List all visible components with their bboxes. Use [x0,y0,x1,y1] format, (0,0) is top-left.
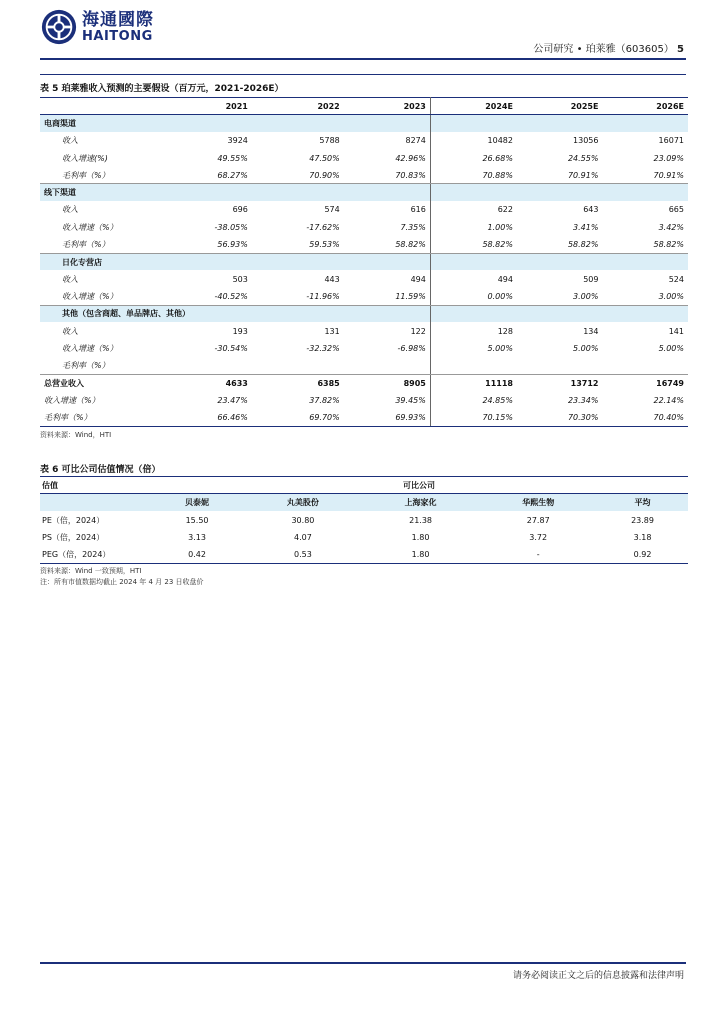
cell-value: 23.47% [217,395,248,405]
cell-value: 3.13 [188,533,206,543]
table5-row [40,322,688,339]
cell-value: 0.42 [150,546,244,564]
table6-company-row [40,494,688,512]
table5-row [40,409,688,426]
cell-value: 524 [668,274,684,284]
cell-value: 494 [344,270,431,287]
cell-value: 141 [668,326,684,336]
cell-value: 3.42% [658,222,684,232]
table6-note: 注：所有市值数据均截止 2024 年 4 月 23 日收盘价 [40,578,204,586]
table5-row [40,167,688,184]
cell-value: 11118 [430,374,517,391]
cell-value: 26.68% [482,153,513,163]
cell-value: 494 [497,274,513,284]
cell-value: 509 [583,274,599,284]
table5 [40,97,688,427]
cell-value: 24.85% [482,395,513,405]
cell-value [160,357,252,374]
header-section [533,40,684,55]
row-label: PS（倍，2024） [42,533,105,543]
cell-value: 131 [324,326,340,336]
cell-value: 22.14% [653,395,684,405]
cell-value: 4633 [160,374,252,391]
cell-value: 15.50 [185,515,209,525]
cell-value: 8274 [344,132,431,149]
year-header: 2024E [430,98,517,115]
cell-value [517,357,603,374]
cell-value: 122 [344,322,431,339]
table5-row [40,149,688,166]
row-label: 收入增速（%） [62,343,118,353]
cell-value: 37.82% [309,395,340,405]
cell-value: 70.40% [602,409,688,426]
table5-row [40,340,688,357]
cell-value: 5.00% [487,343,513,353]
cell-value: 16071 [658,136,684,146]
row-label: 收入 [62,274,78,284]
row-label: PEG（倍，2024） [40,546,150,564]
year-header: 2025E [517,98,603,115]
table6-row [40,546,688,564]
comparable-group-header: 可比公司 [150,477,688,494]
year-header: 2022 [252,98,344,115]
cell-value: 66.46% [160,409,252,426]
row-label: 毛利率（%） [40,357,160,374]
company-header: 贝泰妮 [150,494,244,512]
cell-value: 696 [232,205,248,215]
table5-title: 表 5 珀莱雅收入预测的主要假设（百万元，2021-2026E） [40,84,284,94]
haitong-logo [40,8,154,46]
cell-value: 3.00% [602,288,688,305]
row-label: 收入增速（%） [44,395,100,405]
table5-section-row [40,305,688,322]
cell-value: 21.38 [409,515,433,525]
page-number: 5 [677,44,684,55]
table5-row [40,219,688,236]
cell-value: 7.35% [344,219,431,236]
cell-value: 39.45% [344,392,431,409]
cell-value: 3.72 [529,533,548,543]
table5-section-row [40,253,688,270]
section-label: 日化专营店 [40,253,430,270]
year-header: 2021 [160,98,252,115]
cell-value: -30.54% [214,343,248,353]
section-label: 线下渠道 [40,184,430,201]
table5-row [40,236,688,253]
table6-title: 表 6 可比公司估值情况（倍） [40,465,161,475]
cell-value: 503 [232,274,248,284]
table5-source: 资料来源：Wind，HTI [40,431,112,439]
table5-row [40,270,688,287]
cell-value: 70.91% [602,167,688,184]
year-header: 2026E [602,98,688,115]
valuation-header: 估值 [40,477,150,494]
row-label: 收入增速（%） [40,288,160,305]
table6-source: 资料来源：Wind 一致预期，HTI [40,567,142,575]
cell-value: 3924 [227,136,248,146]
cell-value: 23.09% [653,153,684,163]
cell-value: 622 [497,205,513,215]
row-label: 毛利率（%） [40,167,160,184]
table5-row [40,357,688,374]
cell-value: 70.91% [517,167,603,184]
cell-value: 1.80 [411,533,430,543]
table6-row [40,529,688,547]
cell-value [430,357,517,374]
cell-value: 1.80 [362,546,480,564]
cell-value: -40.52% [160,288,252,305]
row-label: 收入 [62,326,78,336]
company-header: 华熙生物 [479,494,597,512]
cell-value: 665 [668,205,684,215]
cell-value: 0.53 [244,546,362,564]
cell-value: 6385 [252,374,344,391]
table6 [40,476,688,564]
table5-header-row [40,98,688,115]
cell-value: 27.87 [526,515,550,525]
cell-value: 58.82% [517,236,603,253]
cell-value: 42.96% [344,149,431,166]
cell-value: 4.07 [294,533,312,543]
cell-value: 3.18 [633,533,652,543]
cell-value: 59.53% [252,236,344,253]
cell-value: 0.00% [430,288,517,305]
table5-row [40,288,688,305]
cell-value: -11.96% [252,288,344,305]
row-label: 收入增速(%) [62,153,108,163]
cell-value: 134 [583,326,599,336]
cell-value: 128 [497,326,513,336]
cell-value: 58.82% [602,236,688,253]
cell-value: -17.62% [306,222,340,232]
year-header: 2023 [344,98,431,115]
cell-value: 68.27% [160,167,252,184]
table5-section-row [40,115,688,132]
section-label: 电商渠道 [40,115,430,132]
cell-value: 49.55% [217,153,248,163]
section-label: 其他（包含商超、单品牌店、其他） [40,305,430,322]
cell-value: -6.98% [344,340,431,357]
table6-header-row [40,477,688,494]
cell-value: 643 [583,205,599,215]
cell-value: 193 [232,326,248,336]
cell-value: 443 [324,274,340,284]
row-label: 毛利率（%） [40,409,160,426]
cell-value: 574 [324,205,340,215]
cell-value: 70.83% [344,167,431,184]
cell-value: 0.92 [597,546,688,564]
cell-value: 5.00% [658,343,684,353]
cell-value [252,357,344,374]
cell-value: 30.80 [291,515,315,525]
cell-value: - [479,546,597,564]
table5-row [40,201,688,218]
table5-section-row [40,184,688,201]
cell-value: 56.93% [160,236,252,253]
cell-value: 24.55% [567,153,599,163]
footer-disclaimer: 请务必阅读正文之后的信息披露和法律声明 [512,971,684,981]
cell-value: 13712 [517,374,603,391]
cell-value [344,357,431,374]
logo-en-text: HAITONG [82,29,153,44]
haitong-logo-icon [40,8,78,46]
cell-value: 5.00% [573,343,599,353]
cell-value: 58.82% [344,236,431,253]
logo-cn-text: 海通國際 [82,10,154,30]
cell-value: 70.15% [430,409,517,426]
footer-rule [40,962,686,964]
cell-value: -32.32% [306,343,340,353]
company-header: 平均 [597,494,688,512]
header-rule [40,58,686,60]
cell-value: 3.00% [517,288,603,305]
cell-value: 23.34% [567,395,599,405]
cell-value: 3.41% [573,222,599,232]
row-label: PE（倍，2024） [42,515,105,525]
cell-value: 70.88% [430,167,517,184]
cell-value: -38.05% [214,222,248,232]
row-label: 毛利率（%） [40,236,160,253]
cell-value: 616 [344,201,431,218]
table5-top-rule [40,74,686,75]
cell-value: 10482 [487,136,513,146]
row-label: 收入 [62,136,78,146]
row-label: 收入 [62,205,78,215]
cell-value: 58.82% [430,236,517,253]
company-header: 丸美股份 [244,494,362,512]
cell-value: 70.30% [517,409,603,426]
cell-value: 16749 [602,374,688,391]
cell-value: 8905 [344,374,431,391]
table5-row [40,132,688,149]
cell-value: 47.50% [309,153,340,163]
row-label: 收入增速（%） [62,222,118,232]
cell-value: 70.90% [252,167,344,184]
cell-value: 69.70% [252,409,344,426]
cell-value [602,357,688,374]
cell-value: 11.59% [344,288,431,305]
table6-row [40,511,688,529]
table5-total-row [40,374,688,391]
cell-value: 5788 [319,136,340,146]
cell-value: 69.93% [344,409,431,426]
cell-value: 13056 [573,136,599,146]
company-header: 上海家化 [362,494,480,512]
total-label: 总营业收入 [40,374,160,391]
cell-value: 1.00% [487,222,513,232]
table5-row [40,392,688,409]
header-section-text: 公司研究 • 珀莱雅（603605） [533,44,674,55]
cell-value: 23.89 [631,515,654,525]
